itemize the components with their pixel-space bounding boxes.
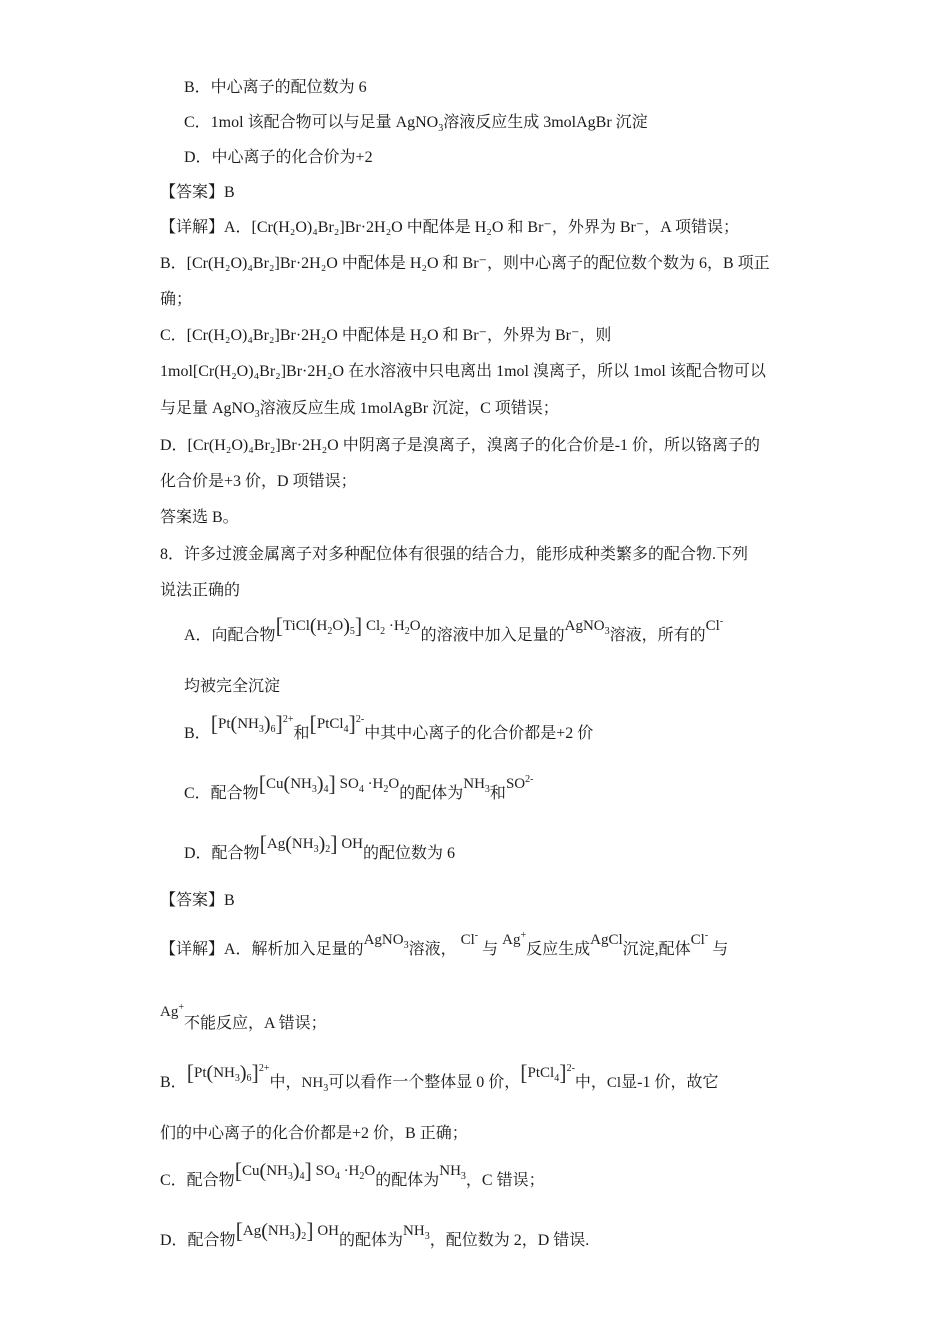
q8-explain-1 xyxy=(160,930,729,960)
formula-cu-complex: $[Cu(NH_3)_4]$ $SO_4 \cdot H_2O$ xyxy=(258,771,400,796)
formula-so4: $SO^{2-}$ xyxy=(505,774,534,792)
q8-e5-mid: 的配体为 xyxy=(375,1172,440,1189)
formula-agcl: AgCl xyxy=(590,932,623,948)
formula-cl-minus: Cl- xyxy=(460,930,479,948)
q8-explain-2 xyxy=(160,1002,327,1034)
q8-d-tail: 的配位数为 6 xyxy=(363,845,456,862)
detail-line-3: 确； xyxy=(160,291,193,308)
formula-agno3: AgNO$_3$ xyxy=(363,932,409,951)
q8-e1-react: 反应生成 xyxy=(526,941,591,958)
q8-e5-tail: ，C 错误； xyxy=(465,1172,545,1189)
q8-c-mid: 的配体为 xyxy=(399,785,464,802)
formula-ticl-complex: $[TiCl(H_2O)_5]$ $Cl_2 \cdot H_2O$ xyxy=(275,613,421,638)
q8-e3-tail: 显-1 价，故它 xyxy=(621,1074,719,1091)
detail-line-2: B．[Cr(H₂O)₄Br₂]Br·2H₂O 中配体是 H₂O 和 Br⁻，则中心离子的配位数个数为 6，B 项正 xyxy=(160,255,770,272)
formula-cu-complex: $[Cu(NH_3)_4]$ $SO_4 \cdot H_2O$ xyxy=(234,1158,376,1183)
option-b: B．中心离子的配位数为 6 xyxy=(184,79,367,96)
q8-explain-6 xyxy=(160,1218,590,1251)
q8-answer-label: 【答案】B xyxy=(160,892,235,909)
q8-e1-with2: 与 xyxy=(712,941,729,958)
q8-option-b xyxy=(184,711,594,744)
formula-cl-minus: Cl- xyxy=(705,616,724,634)
formula-nh3: $NH_3$ xyxy=(439,1163,466,1182)
q8-e6-mid: 的配体为 xyxy=(339,1232,404,1249)
q8-e3-lead: B． xyxy=(160,1074,187,1091)
q8-option-a-line-2: 均被完全沉淀 xyxy=(184,678,281,695)
formula-cl-minus: Cl- xyxy=(690,930,709,948)
q8-d-lead: D．配合物 xyxy=(184,845,260,862)
q8-e6-lead: D．配合物 xyxy=(160,1232,236,1249)
q8-explain-4: 们的中心离子的化合价都是+2 价，B 正确； xyxy=(160,1125,468,1142)
sub-3: 3 xyxy=(254,409,260,421)
q8-e3-mid2: 可以看作一个整体显 0 价， xyxy=(328,1074,521,1091)
detail-line-6-pre: 与足量 AgNO xyxy=(160,400,255,417)
formula-ag-plus: Ag+ xyxy=(502,930,527,948)
formula-nh3: $NH_3$ xyxy=(463,776,490,795)
q8-c-and: 和 xyxy=(489,785,506,802)
q8-a-mid2: 溶液，所有的 xyxy=(609,627,706,644)
q8-e2-tail: 不能反应，A 错误； xyxy=(183,1015,327,1032)
option-c xyxy=(184,113,648,133)
q8-explain-5 xyxy=(160,1158,545,1191)
formula-ptcl4: [PtCl$_4$]$^{2-}$ xyxy=(520,1060,575,1085)
formula-cl: Cl xyxy=(606,1075,622,1091)
q8-e1-ppt: 沉淀,配体 xyxy=(622,941,691,958)
answer-label: 【答案】B xyxy=(160,184,235,201)
q8-stem-2: 说法正确的 xyxy=(160,582,241,599)
option-d: D．中心离子的化合价为+2 xyxy=(184,149,373,166)
formula-nh3: $NH_3$ xyxy=(301,1075,329,1094)
detail-line-5: 1mol[Cr(H₂O)₄Br₂]Br·2H₂O 在水溶液中只电离出 1mol 溴离子，所以 1mol 该配合物可以 xyxy=(160,363,766,380)
formula-agno3: AgNO$_3$ xyxy=(564,618,610,637)
q8-b-and: 和 xyxy=(293,725,310,742)
formula-ag-complex: $[Ag(NH_3)_2]$ OH xyxy=(259,831,363,856)
q8-stem-1: 8．许多过渡金属离子对多种配位体有很强的结合力，能形成种类繁多的配合物.下列 xyxy=(160,546,749,563)
q8-e1-lead: 【详解】A．解析加入足量的 xyxy=(160,941,364,958)
detail-line-6-post: 溶液反应生成 1molAgBr 沉淀，C 项错误； xyxy=(259,400,559,417)
formula-pt-nh3-complex: $[Pt(NH_3)_6]^{2+}$ xyxy=(186,1060,270,1085)
formula-nh3: $NH_3$ xyxy=(403,1223,430,1242)
formula-ag-complex: $[Ag(NH_3)_2]$ OH xyxy=(235,1218,339,1243)
q8-b-lead: B． xyxy=(184,725,211,742)
formula-ptcl4: [PtCl$_4$]$^{2-}$ xyxy=(309,711,365,736)
q8-e1-mid: 溶液， xyxy=(408,941,457,958)
q8-c-lead: C．配合物 xyxy=(184,785,259,802)
sub-3: 3 xyxy=(438,123,444,135)
detail-line-7: D．[Cr(H₂O)₄Br₂]Br·2H₂O 中阴离子是溴离子，溴离子的化合价是-1 价，所以铬离子的 xyxy=(160,437,761,454)
q8-explain-3 xyxy=(160,1060,719,1094)
detail-line-6 xyxy=(160,399,559,419)
detail-line-4: C．[Cr(H₂O)₄Br₂]Br·2H₂O 中配体是 H₂O 和 Br⁻，外界为 Br⁻，则 xyxy=(160,327,612,344)
q8-e3-mid3: 中， xyxy=(574,1074,607,1091)
option-c-pre: C．1mol 该配合物可以与足量 AgNO xyxy=(184,114,439,131)
formula-ag-plus: Ag+ xyxy=(160,1002,184,1020)
q8-option-a xyxy=(184,613,724,646)
option-c-post: 溶液反应生成 3molAgBr 沉淀 xyxy=(443,114,648,131)
q8-b-tail: 中其中心离子的化合价都是+2 价 xyxy=(364,725,594,742)
q8-e3-mid: 中， xyxy=(269,1074,302,1091)
detail-line-1: 【详解】A．[Cr(H₂O)₄Br₂]Br·2H₂O 中配体是 H₂O 和 Br⁻，外界为 Br⁻，A 项错误； xyxy=(160,219,739,236)
q8-option-d xyxy=(184,831,456,864)
q8-option-c xyxy=(184,771,534,804)
q8-e5-lead: C．配合物 xyxy=(160,1172,235,1189)
detail-line-9: 答案选 B。 xyxy=(160,509,239,526)
q8-a-lead: A．向配合物 xyxy=(184,627,276,644)
q8-a-mid: 的溶液中加入足量的 xyxy=(420,627,565,644)
q8-e6-tail: ，配位数为 2，D 错误. xyxy=(429,1232,590,1249)
q8-e1-with: 与 xyxy=(482,941,499,958)
detail-line-8: 化合价是+3 价，D 项错误； xyxy=(160,473,357,490)
formula-pt-nh3-complex: $[Pt(NH_3)_6]^{2+}$ xyxy=(210,711,294,736)
